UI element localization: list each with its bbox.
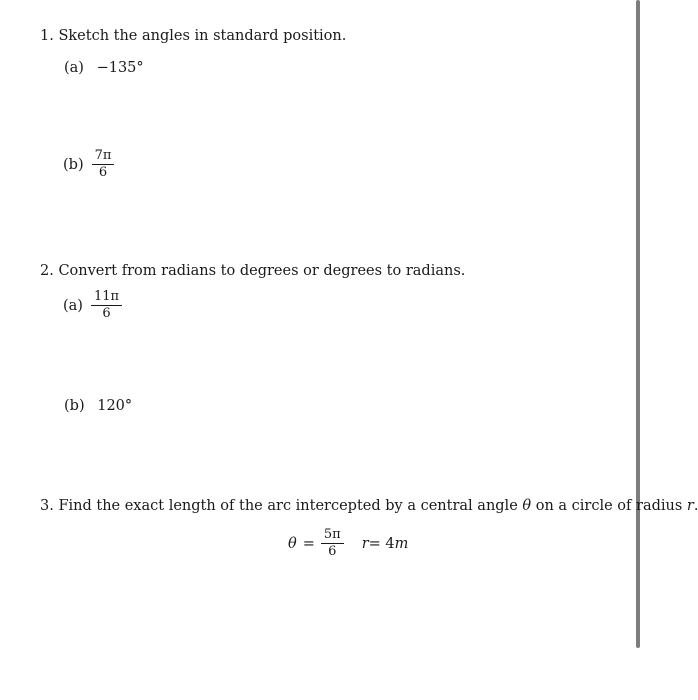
part-label: (a) (64, 60, 84, 76)
problem-3-given (288, 527, 408, 560)
part-label: (a) (63, 297, 83, 314)
problem-1b (63, 148, 114, 181)
scrollbar[interactable] (636, 0, 640, 648)
equals-sign: = (302, 535, 315, 552)
fraction (321, 527, 344, 560)
radius-value: = 4 (368, 535, 395, 552)
fraction-denominator: 6 (328, 544, 337, 559)
radius-unit: m (394, 535, 409, 552)
problem-3-title (40, 497, 698, 515)
theta-symbol: θ (522, 498, 532, 514)
problem-1a (64, 60, 144, 76)
fraction-denominator: 6 (98, 165, 108, 180)
title-text: 3. Find the exact length of the arc intercepted by a central angle (40, 498, 523, 514)
fraction-numerator: 5π (323, 527, 341, 542)
problem-2-title: 2. Convert from radians to degrees or degrees to radians. (40, 263, 466, 279)
fraction-numerator: 11π (93, 289, 120, 304)
fraction (91, 289, 122, 322)
problem-1-title: 1. Sketch the angles in standard position. (40, 28, 347, 44)
problem-2b (64, 398, 132, 414)
fraction (92, 148, 115, 181)
title-text: on a circle of radius (531, 498, 687, 514)
title-text: . (693, 498, 698, 514)
theta-symbol: θ (288, 535, 297, 552)
part-label: (b) (63, 156, 84, 173)
fraction-numerator: 7π (94, 148, 112, 163)
angle-value: 120° (97, 398, 133, 414)
angle-value: −135° (96, 60, 144, 76)
problem-2a (63, 289, 122, 322)
fraction-denominator: 6 (102, 306, 111, 321)
radius-variable: r (361, 535, 369, 552)
part-label: (b) (64, 398, 85, 414)
radius-symbol: r (686, 498, 694, 514)
